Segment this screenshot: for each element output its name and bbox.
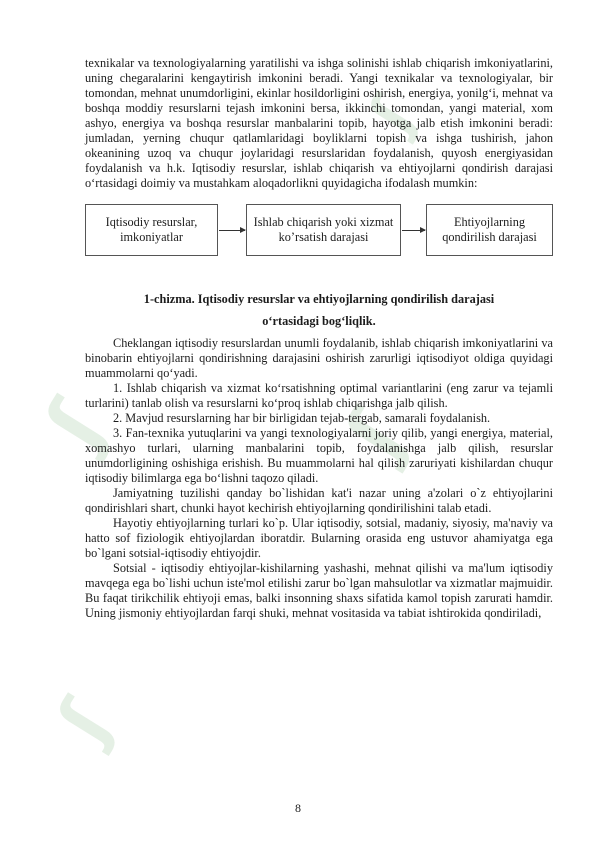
list-item: 1. Ishlab chiqarish va xizmat ko‘rsatishning optimal variantlarini (eng zarur va tejamli turlarini) tanlab olish va resurslarni ko‘proq ishlab chiqarishga jalb qilish. <box>85 381 553 410</box>
watermark-shape: ʃ <box>42 686 128 756</box>
paragraph-society: Jamiyatning tuzilishi qanday bo`lishidan kat'i nazar uning a'zolari o`z ehtiyojlarini qondirishlari shart, chunki hayot kechirish ehtiyojlarning qondirilishini talab etadi. <box>85 486 553 515</box>
watermark-shape: ʃ <box>356 85 429 145</box>
arrow-right-icon <box>402 230 425 231</box>
diagram-box-resources: Iqtisodiy resurslar, imkoniyatlar <box>85 204 218 256</box>
caption-line-2: o‘rtasidagi bog‘liqlik. <box>262 314 376 328</box>
page-number: 8 <box>295 801 301 815</box>
paragraph-needs: Hayotiy ehtiyojlarning turlari ko`p. Ular iqtisodiy, sotsial, madaniy, siyosiy, ma'naviy va hatto sof fiziologik ehtiyojlardan iboratdir. Bularning orasida eng ustuvor ahamiyatga ega bo`lgani sotsial-iqtisodiy ehtiyojdir. <box>85 516 553 560</box>
paragraph-limited: Cheklangan iqtisodiy resurslardan unumli foydalanib, ishlab chiqarish imkoniyatlarini va binobarin ehtiyojlarni qondirishning darajasini oshirish zarurligi iqtisodiyot oldiga quyidagi muammolarni qo‘yadi. <box>85 336 553 380</box>
list-item: 2. Mavjud resurslarning har bir birligidan tejab-tergab, samarali foydalanish. <box>113 411 491 425</box>
flow-diagram <box>85 204 553 284</box>
watermark-shape: ʃ <box>29 387 123 463</box>
paragraph-social: Sotsial - iqtisodiy ehtiyojlar-kishilarning yashashi, mehnat qilishi va ma'lum iqtisodiy mavqega ega bo`lishi uchun iste'mol etilishi zarur bo`lgan mahsulotlar va xizmatlar majmuidir. Bu faqat tirikchilik ehtiyoji emas, balki insonning shaxs sifatida kamol topish zarurati hamdir. Uning jismoniy ehtiyojlardan farqi shuki, mehnat vositasida va tabiat ishtirokida qondiriladi, <box>85 561 553 620</box>
figure-caption <box>85 288 553 332</box>
diagram-box-production: Ishlab chiqarish yoki xizmat ko’rsatish darajasi <box>246 204 401 256</box>
diagram-box-needs: Ehtiyojlarning qondirilish darajasi <box>426 204 553 256</box>
page-content <box>85 56 553 621</box>
paragraph-intro: texnikalar va texnologiyalarning yaratilishi va ishga solinishi ishlab chiqarish imkoniyatlarini, uning chegaralarini kengaytirish imkonini beradi. Yangi texnikalar va texnologiyalar, bir tomondan, mehnat unumdorligini, ekinlar hosildorligini oshirish, energiya, yonilg‘i, mehnat va boshqa moddiy resurslarni tejash imkonini bersa, ikkinchi tomondan, yangi material, xom ashyo, energiya va boshqa resurslar manbalarini topib, hayotga jalb etish imkonini beradi: jumladan, yerning chuqur qatlamlaridagi boyliklarni topish va ishga tushirish, jahon okeanining uzoq va chuqur joylaridagi resurslaridan foydalanish, quyosh energiyasidan foydalanish va h.k. Iqtisodiy resurslar, ishlab chiqarish va ehtiyojlarni qondirish darajasi o‘rtasidagi doimiy va mustahkam aloqadorlikni quyidagicha ifodalash mumkin: <box>85 56 553 190</box>
list-item: 3. Fan-texnika yutuqlarini va yangi texnologiyalarni joriy qilib, yangi energiya, material, xomashyo turlari, ularning manbalarini topib, foydalanishga jalb qilish, resurslar unumdorligining oshishiga erishish. Bu muammolarni hal qilish zaruriyati kishilardan chuqur iqtisodiy bilimlarga ega bo‘lishni taqozo qiladi. <box>85 426 553 485</box>
arrow-right-icon <box>219 230 245 231</box>
caption-line-1: 1-chizma. Iqtisodiy resurslar va ehtiyojlarning qondirilish darajasi <box>143 292 495 306</box>
watermark-shape: ʃ <box>329 397 423 473</box>
